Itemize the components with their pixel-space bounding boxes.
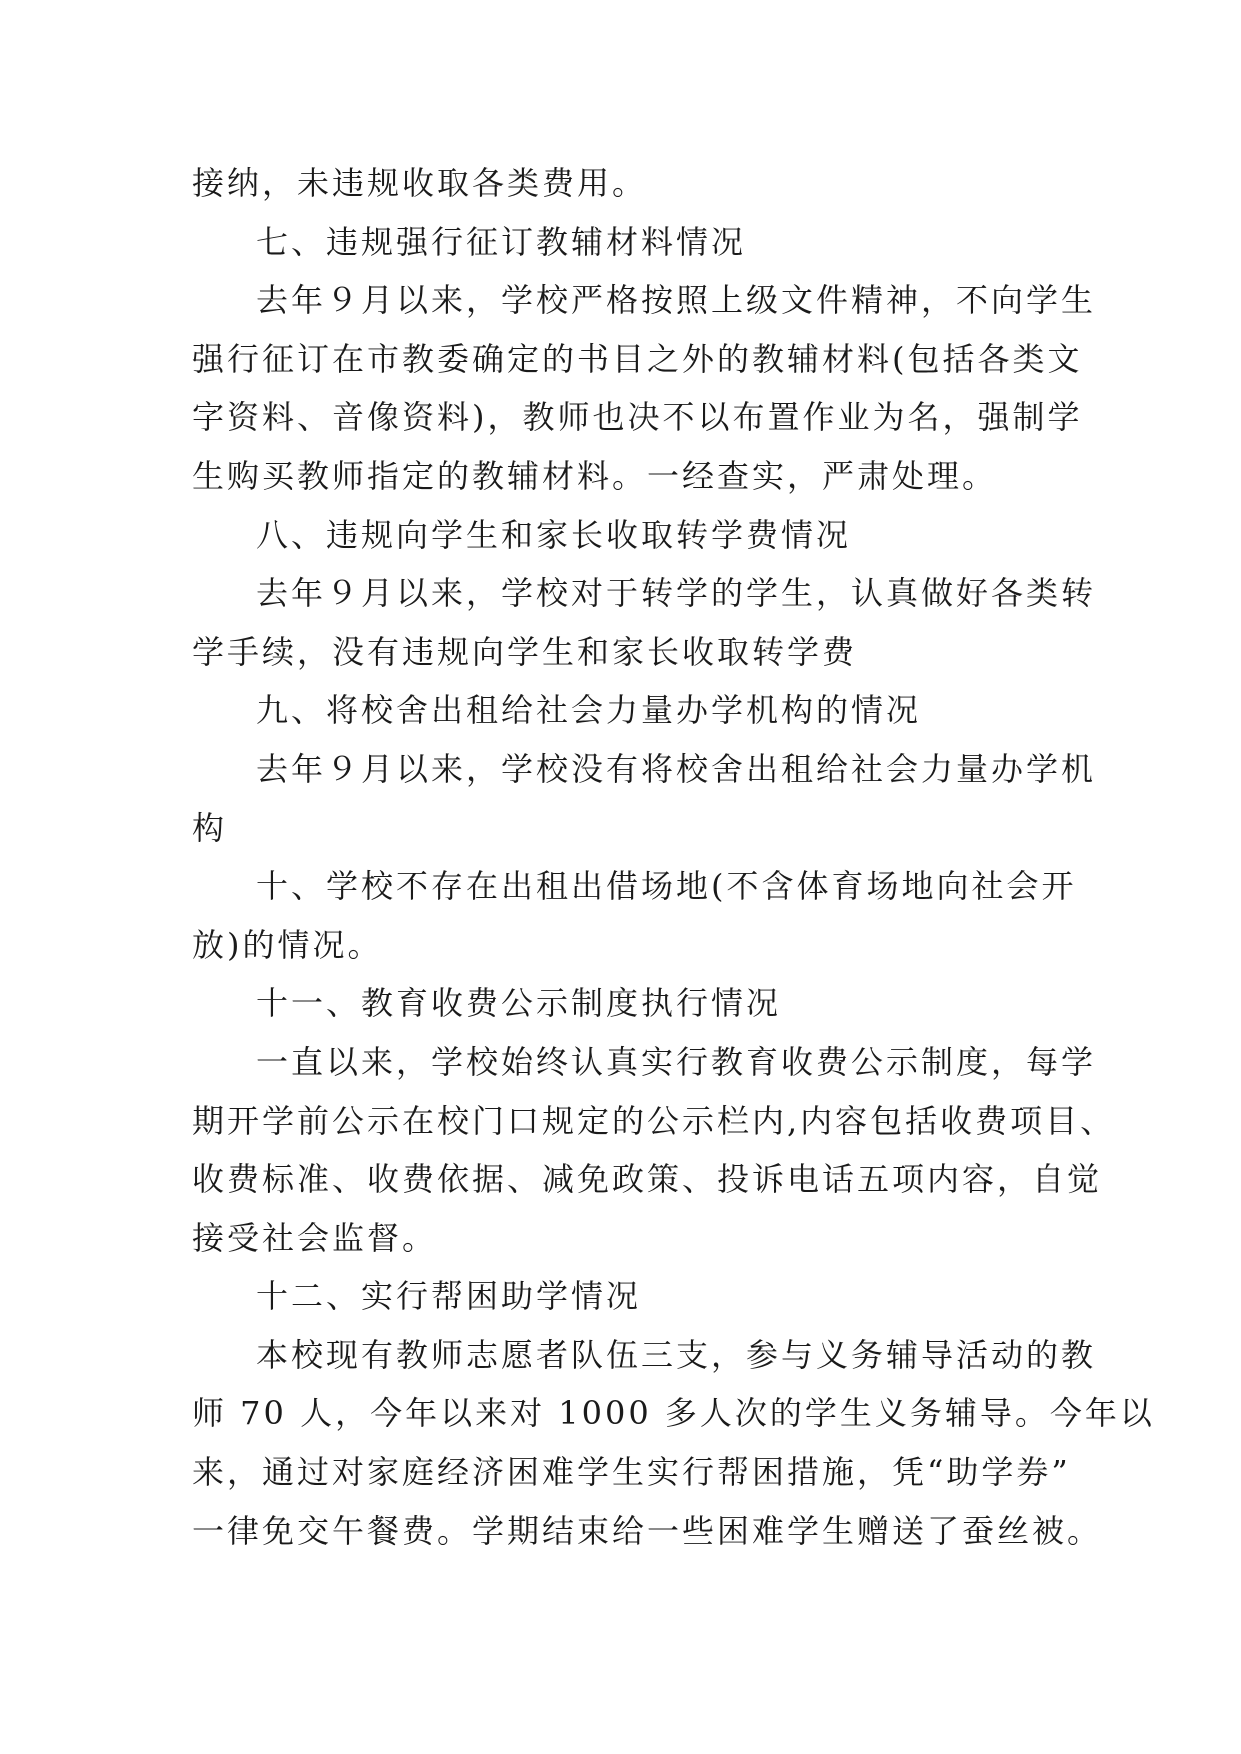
text-line: 接受社会监督。 (192, 1218, 438, 1257)
text-line: 一直以来，学校始终认真实行教育收费公示制度，每学 (256, 1042, 1097, 1081)
text-line: 强行征订在市教委确定的书目之外的教辅材料(包括各类文 (192, 339, 1083, 378)
section-heading: 十一、教育收费公示制度执行情况 (256, 984, 782, 1023)
text-line: 去年９月以来，学校对于转学的学生，认真做好各类转 (256, 574, 1097, 613)
section-heading: 十二、实行帮困助学情况 (256, 1277, 642, 1316)
text-line: 放)的情况。 (192, 925, 383, 964)
text-line: 生购买教师指定的教辅材料。一经查实，严肃处理。 (192, 456, 998, 495)
text-line: 接纳，未违规收取各类费用。 (192, 164, 648, 202)
document-body (192, 154, 1155, 1560)
text-line: 去年９月以来，学校没有将校舍出租给社会力量办学机 (256, 749, 1097, 788)
text-line: 字资料、音像资料)，教师也决不以布置作业为名，强制学 (192, 398, 1083, 437)
text-line: 来，通过对家庭经济困难学生实行帮困措施，凭“助学券” (192, 1453, 1071, 1492)
section-heading: 九、将校舍出租给社会力量办学机构的情况 (256, 691, 922, 730)
text-line: 收费标准、收费依据、减免政策、投诉电话五项内容，自觉 (192, 1160, 1103, 1199)
text-line: 一律免交午餐费。学期结束给一些困难学生赠送了蚕丝被。 (192, 1511, 1103, 1550)
section-heading: 七、违规强行征订教辅材料情况 (256, 222, 747, 261)
text-line: 构 (192, 808, 228, 847)
section-heading: 八、违规向学生和家长收取转学费情况 (256, 515, 852, 554)
text-line: 去年９月以来，学校严格按照上级文件精神，不向学生 (256, 281, 1097, 320)
text-line: 学手续，没有违规向学生和家长收取转学费 (192, 632, 858, 671)
text-line: 师 70 人，今年以来对 1000 多人次的学生义务辅导。今年以 (192, 1394, 1155, 1433)
section-heading: 十、学校不存在出租出借场地(不含体育场地向社会开 (256, 867, 1077, 906)
text-line: 期开学前公示在校门口规定的公示栏内,内容包括收费项目、 (192, 1101, 1116, 1140)
text-line: 本校现有教师志愿者队伍三支，参与义务辅导活动的教 (256, 1335, 1097, 1374)
